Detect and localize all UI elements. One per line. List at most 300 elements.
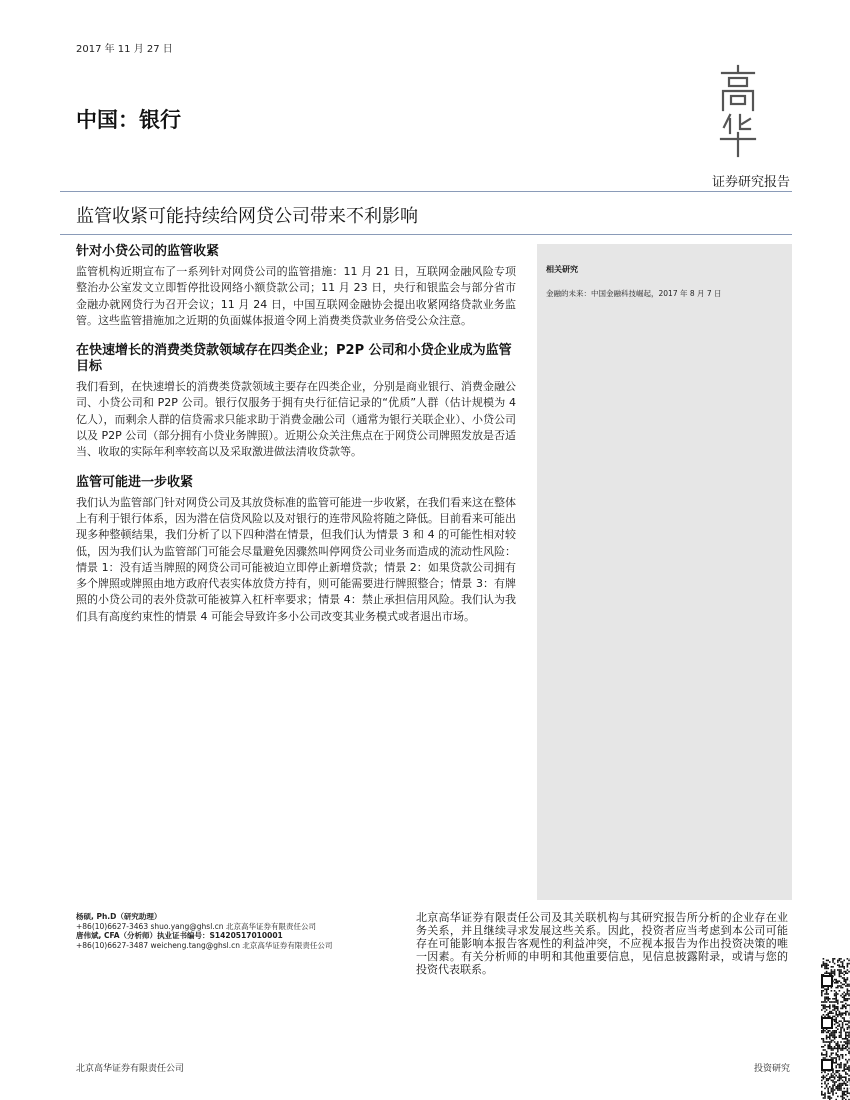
qr-module xyxy=(821,993,823,995)
qr-module xyxy=(823,1097,825,1099)
qr-module xyxy=(845,1041,847,1043)
qr-module xyxy=(845,1012,847,1014)
qr-module xyxy=(847,1038,849,1040)
qr-module xyxy=(845,1083,847,1085)
qr-module xyxy=(840,1076,842,1078)
qr-module xyxy=(847,993,849,995)
qr-module xyxy=(829,1096,831,1098)
qr-module xyxy=(829,1011,831,1013)
analyst-name: 杨硕, Ph.D（研究助理） xyxy=(76,912,162,921)
qr-module xyxy=(845,1003,847,1005)
qr-module xyxy=(832,1089,834,1091)
qr-module xyxy=(827,1036,829,1038)
qr-module xyxy=(835,1059,837,1061)
qr-module xyxy=(837,960,839,962)
qr-module xyxy=(823,990,825,992)
qr-module xyxy=(839,1089,841,1091)
qr-module xyxy=(839,972,841,974)
qr-module xyxy=(845,972,847,974)
qr-module xyxy=(834,1036,836,1038)
qr-module xyxy=(829,972,831,974)
headline-divider xyxy=(60,234,792,235)
qr-module xyxy=(843,1000,845,1002)
qr-module xyxy=(847,1060,849,1062)
qr-module xyxy=(845,1065,847,1067)
qr-module xyxy=(829,1041,831,1043)
qr-module xyxy=(839,1088,841,1090)
qr-module xyxy=(823,1014,825,1016)
qr-module xyxy=(839,1044,841,1046)
qr-module xyxy=(843,1091,845,1093)
qr-module xyxy=(832,1009,834,1011)
qr-module xyxy=(845,1064,847,1066)
qr-module xyxy=(824,1030,826,1032)
qr-module xyxy=(837,1072,839,1074)
qr-module xyxy=(845,1091,847,1093)
qr-module xyxy=(837,1056,839,1058)
qr-module xyxy=(845,1078,847,1080)
qr-module xyxy=(826,1032,828,1034)
qr-module xyxy=(834,993,836,995)
qr-module xyxy=(839,1075,841,1077)
qr-module xyxy=(832,1033,834,1035)
qr-module xyxy=(831,1001,833,1003)
qr-module xyxy=(823,1008,825,1010)
qr-module xyxy=(835,1065,837,1067)
qr-module xyxy=(837,1016,839,1018)
qr-module xyxy=(843,971,845,973)
qr-module xyxy=(827,1080,829,1082)
qr-module xyxy=(842,1038,844,1040)
qr-module xyxy=(829,961,831,963)
qr-module xyxy=(831,1049,833,1051)
qr-module xyxy=(845,1038,847,1040)
qr-module xyxy=(834,958,836,960)
qr-module xyxy=(840,1036,842,1038)
qr-module xyxy=(831,1048,833,1050)
qr-module xyxy=(824,1016,826,1018)
report-headline: 监管收紧可能持续给网贷公司带来不利影响 xyxy=(76,206,418,227)
qr-module xyxy=(834,1032,836,1034)
qr-module xyxy=(829,1030,831,1032)
qr-module xyxy=(834,1046,836,1048)
qr-module xyxy=(842,1001,844,1003)
qr-module xyxy=(834,1081,836,1083)
qr-module xyxy=(835,1048,837,1050)
qr-module xyxy=(824,1041,826,1043)
qr-module xyxy=(832,1072,834,1074)
qr-module xyxy=(824,1000,826,1002)
qr-module xyxy=(831,1075,833,1077)
qr-module xyxy=(824,1072,826,1074)
qr-module xyxy=(839,1084,841,1086)
qr-module xyxy=(847,1062,849,1064)
qr-module xyxy=(832,1030,834,1032)
qr-module xyxy=(835,1030,837,1032)
qr-module xyxy=(821,1016,823,1018)
qr-module xyxy=(847,964,849,966)
qr-module xyxy=(842,1004,844,1006)
qr-module xyxy=(840,1027,842,1029)
qr-module xyxy=(839,969,841,971)
qr-module xyxy=(832,1080,834,1082)
qr-module xyxy=(843,1068,845,1070)
qr-module xyxy=(842,1014,844,1016)
qr-module xyxy=(847,1044,849,1046)
qr-module xyxy=(832,1032,834,1034)
qr-module xyxy=(832,1049,834,1051)
qr-module xyxy=(835,1060,837,1062)
qr-module xyxy=(847,977,849,979)
qr-module xyxy=(845,1080,847,1082)
qr-module xyxy=(824,964,826,966)
qr-module xyxy=(823,1030,825,1032)
qr-module xyxy=(823,1094,825,1096)
qr-module xyxy=(845,1011,847,1013)
qr-module xyxy=(840,1075,842,1077)
qr-module xyxy=(831,1073,833,1075)
qr-module xyxy=(843,1020,845,1022)
qr-module xyxy=(842,1025,844,1027)
qr-module xyxy=(835,1067,837,1069)
qr-module xyxy=(831,1032,833,1034)
qr-module xyxy=(842,1096,844,1098)
qr-module xyxy=(843,1081,845,1083)
qr-module xyxy=(840,985,842,987)
qr-module xyxy=(837,1064,839,1066)
qr-module xyxy=(835,1000,837,1002)
qr-module xyxy=(834,990,836,992)
qr-module xyxy=(834,974,836,976)
qr-module xyxy=(839,960,841,962)
qr-module xyxy=(824,1094,826,1096)
qr-module xyxy=(847,1043,849,1045)
qr-module xyxy=(834,971,836,973)
qr-module xyxy=(837,1076,839,1078)
qr-module xyxy=(824,1083,826,1085)
qr-module xyxy=(829,1006,831,1008)
analyst-entry xyxy=(76,912,406,931)
qr-module xyxy=(842,1046,844,1048)
qr-module xyxy=(823,1006,825,1008)
qr-module xyxy=(847,990,849,992)
qr-module xyxy=(827,1000,829,1002)
qr-module xyxy=(835,1014,837,1016)
analyst-contacts xyxy=(76,912,406,950)
qr-module xyxy=(826,1080,828,1082)
qr-module xyxy=(834,995,836,997)
qr-module xyxy=(827,1016,829,1018)
qr-module xyxy=(834,1024,836,1026)
qr-module xyxy=(847,958,849,960)
qr-module xyxy=(840,961,842,963)
qr-module xyxy=(826,988,828,990)
qr-module xyxy=(831,990,833,992)
qr-module xyxy=(824,1096,826,1098)
qr-module xyxy=(834,963,836,965)
qr-module xyxy=(831,1035,833,1037)
qr-module xyxy=(845,1094,847,1096)
qr-module xyxy=(839,1070,841,1072)
qr-module xyxy=(831,966,833,968)
qr-module xyxy=(845,1006,847,1008)
qr-module xyxy=(823,1032,825,1034)
qr-module xyxy=(840,1089,842,1091)
qr-module xyxy=(837,1048,839,1050)
qr-module xyxy=(842,984,844,986)
qr-module xyxy=(823,964,825,966)
qr-module xyxy=(835,1081,837,1083)
qr-module xyxy=(837,1088,839,1090)
qr-module xyxy=(845,1024,847,1026)
qr-module xyxy=(827,1048,829,1050)
qr-module xyxy=(827,1046,829,1048)
qr-module xyxy=(843,977,845,979)
qr-module xyxy=(847,1096,849,1098)
qr-module xyxy=(834,1057,836,1059)
qr-module xyxy=(835,1070,837,1072)
qr-module xyxy=(839,1032,841,1034)
qr-module xyxy=(842,1056,844,1058)
qr-module xyxy=(835,1057,837,1059)
qr-module xyxy=(827,1083,829,1085)
qr-module xyxy=(847,1035,849,1037)
qr-module xyxy=(847,988,849,990)
qr-module xyxy=(847,992,849,994)
qr-module xyxy=(839,985,841,987)
qr-module xyxy=(840,1048,842,1050)
qr-module xyxy=(832,1076,834,1078)
qr-module xyxy=(834,998,836,1000)
qr-module xyxy=(840,1032,842,1034)
qr-module xyxy=(842,1017,844,1019)
qr-module xyxy=(837,1006,839,1008)
qr-module xyxy=(847,979,849,981)
qr-module xyxy=(839,966,841,968)
qr-module xyxy=(842,1027,844,1029)
qr-module xyxy=(823,1041,825,1043)
qr-module xyxy=(834,1009,836,1011)
qr-module xyxy=(826,1086,828,1088)
qr-module xyxy=(834,1038,836,1040)
qr-module xyxy=(845,1008,847,1010)
qr-module xyxy=(837,1028,839,1030)
qr-module xyxy=(839,964,841,966)
qr-module xyxy=(842,964,844,966)
qr-module xyxy=(843,1038,845,1040)
qr-module xyxy=(834,1041,836,1043)
qr-module xyxy=(842,972,844,974)
qr-module xyxy=(827,1014,829,1016)
qr-module xyxy=(832,1012,834,1014)
qr-module xyxy=(847,1089,849,1091)
qr-module xyxy=(837,993,839,995)
qr-module xyxy=(835,1075,837,1077)
qr-module xyxy=(832,1036,834,1038)
qr-module xyxy=(823,1057,825,1059)
qr-module xyxy=(840,1064,842,1066)
qr-module xyxy=(837,1089,839,1091)
qr-module xyxy=(843,1076,845,1078)
qr-module xyxy=(842,963,844,965)
qr-module xyxy=(837,1001,839,1003)
qr-module xyxy=(827,1030,829,1032)
qr-module xyxy=(845,1014,847,1016)
qr-module xyxy=(823,1078,825,1080)
qr-module xyxy=(847,1046,849,1048)
qr-module xyxy=(845,982,847,984)
qr-module xyxy=(832,1084,834,1086)
qr-module xyxy=(843,1030,845,1032)
qr-module xyxy=(827,988,829,990)
qr-module xyxy=(832,1086,834,1088)
qr-module xyxy=(826,990,828,992)
qr-module xyxy=(835,996,837,998)
qr-module xyxy=(847,1024,849,1026)
qr-module xyxy=(842,1008,844,1010)
qr-module xyxy=(845,979,847,981)
header-divider xyxy=(60,191,792,192)
qr-module xyxy=(826,1054,828,1056)
section-body: 我们认为监管部门针对网贷公司及其放贷标准的监管可能进一步收紧，在我们看来这在整体上有利于银行体系，因为潜在信贷风险以及对银行的连带风险将随之降低。目前看来可能出现多种整顿结果，我们分析了以下四种潜在情景，但我们认为情景 3 和 4 的可能性相对较低，因为我们认为监管部门可能会尽量避免因骤然叫停网贷公司业务而造成的流动性风险：情景 1：没有适当牌照的网贷公司可能被迫立即停止新增贷款；情景 2：如果贷款公司拥有多个牌照或牌照由地方政府代表实体放贷方持有，则可能需要进行牌照整合；情景 3：有牌照的小贷公司的表外贷款可能被算入杠杆率要求；情景 4：禁止承担信用风险。我们认为我们具有高度约束性的情景 4 可能会导致许多小公司改变其业务模式或者退出市场。 xyxy=(76,495,516,623)
qr-module xyxy=(821,1080,823,1082)
analyst-name: 唐伟斌, CFA（分析师）执业证书编号：S1420517010001 xyxy=(76,931,283,940)
qr-module xyxy=(824,1004,826,1006)
qr-module xyxy=(837,1051,839,1053)
qr-module xyxy=(832,1057,834,1059)
qr-module xyxy=(831,1012,833,1014)
qr-module xyxy=(824,1054,826,1056)
qr-module xyxy=(826,1006,828,1008)
qr-module xyxy=(837,1003,839,1005)
qr-module xyxy=(829,1016,831,1018)
qr-module xyxy=(845,985,847,987)
qr-module xyxy=(821,1091,823,1093)
qr-module xyxy=(842,966,844,968)
qr-module xyxy=(834,1008,836,1010)
qr-module xyxy=(847,1081,849,1083)
logo-text: 高华 xyxy=(738,157,740,158)
qr-module xyxy=(840,1083,842,1085)
qr-module xyxy=(823,1054,825,1056)
qr-module xyxy=(834,1001,836,1003)
qr-module xyxy=(824,1081,826,1083)
qr-module xyxy=(840,1084,842,1086)
qr-module xyxy=(847,1068,849,1070)
qr-module xyxy=(839,980,841,982)
qr-module xyxy=(832,1052,834,1054)
analyst-entry xyxy=(76,931,406,950)
related-research-sidebar xyxy=(537,244,792,900)
qr-module xyxy=(839,1056,841,1058)
qr-module xyxy=(845,1059,847,1061)
qr-module xyxy=(834,1089,836,1091)
qr-module xyxy=(839,1046,841,1048)
qr-module xyxy=(826,1038,828,1040)
qr-module xyxy=(835,987,837,989)
qr-module xyxy=(821,966,823,968)
qr-module xyxy=(845,1048,847,1050)
qr-module xyxy=(832,972,834,974)
qr-module xyxy=(821,1086,823,1088)
qr-module xyxy=(821,1009,823,1011)
qr-module xyxy=(845,980,847,982)
analyst-contact: +86(10)6627-3487 weicheng.tang@ghsl.cn 北京高华证券有限责任公司 xyxy=(76,940,333,950)
qr-module xyxy=(835,982,837,984)
qr-module xyxy=(829,1092,831,1094)
qr-module xyxy=(824,972,826,974)
qr-module xyxy=(837,961,839,963)
qr-module xyxy=(834,982,836,984)
qr-module xyxy=(835,1054,837,1056)
qr-module xyxy=(840,1062,842,1064)
qr-module xyxy=(840,1035,842,1037)
qr-finder xyxy=(822,976,832,986)
qr-module xyxy=(826,1009,828,1011)
qr-module xyxy=(847,969,849,971)
related-research-link[interactable]: 金融的未来：中国金融科技崛起，2017 年 8 月 7 日 xyxy=(546,289,722,298)
qr-module xyxy=(831,969,833,971)
qr-module xyxy=(843,1092,845,1094)
qr-module xyxy=(821,1054,823,1056)
qr-module xyxy=(832,961,834,963)
qr-module xyxy=(823,963,825,965)
qr-module xyxy=(839,1083,841,1085)
qr-module xyxy=(831,972,833,974)
qr-module xyxy=(824,1001,826,1003)
qr-module xyxy=(840,1020,842,1022)
section-title: 监管可能进一步收紧 xyxy=(76,474,194,490)
qr-module xyxy=(842,987,844,989)
qr-module xyxy=(827,1012,829,1014)
qr-module xyxy=(829,1046,831,1048)
qr-module xyxy=(837,1070,839,1072)
qr-module xyxy=(823,987,825,989)
qr-module xyxy=(847,1028,849,1030)
qr-module xyxy=(829,1097,831,1099)
qr-module xyxy=(840,1030,842,1032)
qr-module xyxy=(826,972,828,974)
qr-module xyxy=(847,984,849,986)
qr-module xyxy=(839,1059,841,1061)
qr-module xyxy=(832,1040,834,1042)
qr-module xyxy=(827,972,829,974)
qr-module xyxy=(835,1032,837,1034)
qr-module xyxy=(843,1094,845,1096)
qr-module xyxy=(835,1027,837,1029)
qr-module xyxy=(832,1081,834,1083)
qr-module xyxy=(829,1008,831,1010)
qr-module xyxy=(845,1073,847,1075)
qr-module xyxy=(821,1094,823,1096)
qr-module xyxy=(834,972,836,974)
qr-module xyxy=(847,1041,849,1043)
qr-module xyxy=(839,1012,841,1014)
qr-module xyxy=(832,1091,834,1093)
qr-module xyxy=(821,1038,823,1040)
qr-module xyxy=(834,1062,836,1064)
qr-module xyxy=(834,1030,836,1032)
qr-module xyxy=(826,1075,828,1077)
qr-module xyxy=(839,1078,841,1080)
qr-module xyxy=(834,1020,836,1022)
qr-module xyxy=(821,1072,823,1074)
qr-module xyxy=(826,998,828,1000)
qr-module xyxy=(834,1004,836,1006)
qr-module xyxy=(827,1089,829,1091)
qr-module xyxy=(842,1091,844,1093)
qr-module xyxy=(829,998,831,1000)
